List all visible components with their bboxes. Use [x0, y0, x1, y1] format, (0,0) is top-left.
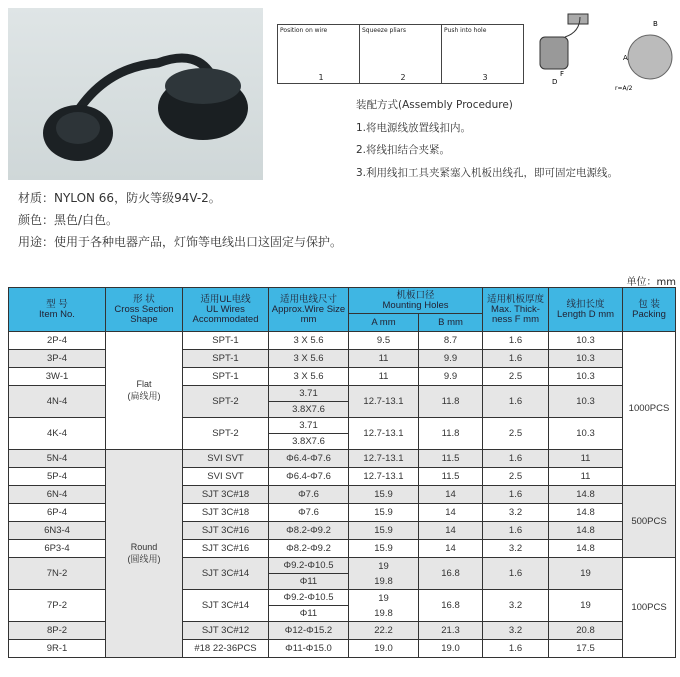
hole-b: 8.7 [419, 332, 483, 350]
step3-number: 3 [482, 73, 488, 82]
thickness: 1.6 [483, 486, 549, 504]
ul-wire: #18 22-36PCS [183, 640, 269, 658]
product-photo [8, 8, 263, 180]
hole-b: 14 [419, 504, 483, 522]
table-row [9, 450, 676, 468]
length: 17.5 [549, 640, 623, 658]
hole-a: 12.7-13.1 [363, 428, 404, 439]
wire-size-cell [269, 486, 349, 504]
length: 10.3 [549, 418, 623, 450]
wire-size: Φ9.2-Φ10.5 [283, 560, 334, 571]
thickness: 3.2 [483, 622, 549, 640]
wire-size-cell [269, 558, 349, 590]
wire-size: 3.71 [299, 420, 318, 431]
hole-b: 16.8 [419, 558, 483, 590]
ul-wire: SJT 3C#14 [183, 590, 269, 622]
packing-cell: 100PCS [623, 558, 676, 658]
hole-a: 15.9 [374, 543, 393, 554]
wire-size-cell [269, 622, 349, 640]
length: 10.3 [549, 350, 623, 368]
hole-b: 9.9 [419, 350, 483, 368]
hole-b: 16.8 [419, 590, 483, 622]
length: 11 [549, 450, 623, 468]
item-no: 7N-2 [9, 558, 106, 590]
hole-b: 19.0 [419, 640, 483, 658]
wire-size-cell [269, 332, 349, 350]
hole-a: 19.8 [374, 607, 393, 619]
hole-a: 12.7-13.1 [363, 471, 404, 482]
wire-size-cell [269, 590, 349, 622]
ul-wire: SJT 3C#18 [183, 504, 269, 522]
wire-size: Φ6.4-Φ7.6 [286, 471, 331, 482]
header-shape: 形 状 Cross Section Shape [106, 288, 183, 332]
ul-wire: SPT-1 [183, 368, 269, 386]
hole-b: 14 [419, 522, 483, 540]
hole-a-cell [349, 558, 419, 590]
hole-a: 15.9 [374, 507, 393, 518]
ul-wire: SPT-1 [183, 332, 269, 350]
wire-size: Φ8.2-Φ9.2 [286, 525, 331, 536]
assembly-step: 3.利用线扣工具夹紧塞入机板出线孔，即可固定电源线。 [356, 166, 619, 179]
header-ul: 适用UL电线 UL Wires Accommodated [183, 288, 269, 332]
thickness: 1.6 [483, 386, 549, 418]
hole-a: 19 [378, 592, 389, 604]
ul-wire: SVI SVT [183, 450, 269, 468]
wire-size: 3 X 5.6 [293, 335, 324, 346]
wire-size: Φ11 [269, 605, 348, 621]
wire-size-cell [269, 504, 349, 522]
table-row [9, 332, 676, 350]
hole-b: 11.5 [419, 450, 483, 468]
hole-a: 11 [378, 371, 389, 382]
wire-size: Φ9.2-Φ10.5 [283, 592, 334, 603]
header-wire: 适用电线尺寸 Approx.Wire Size mm [269, 288, 349, 332]
ul-wire: SVI SVT [183, 468, 269, 486]
hole-b: 11.8 [419, 386, 483, 418]
thickness: 2.5 [483, 468, 549, 486]
ul-wire: SPT-2 [183, 386, 269, 418]
thickness: 3.2 [483, 540, 549, 558]
hole-a: 15.9 [374, 525, 393, 536]
color-text: 颜色：黑色/白色。 [18, 213, 119, 227]
hole-a: 19.8 [374, 575, 393, 587]
hole-a-cell [349, 450, 419, 468]
hole-a-cell [349, 486, 419, 504]
step1-number: 1 [318, 73, 324, 82]
step2-label: Squeeze pliars [362, 27, 406, 34]
wire-size: Φ7.6 [298, 507, 319, 518]
item-no: 5N-4 [9, 450, 106, 468]
item-no: 9R-1 [9, 640, 106, 658]
header-length: 线扣长度 Length D mm [549, 288, 623, 332]
hole-a: 12.7-13.1 [363, 453, 404, 464]
length: 14.8 [549, 540, 623, 558]
assembly-step: 1.将电源线放置线扣内。 [356, 121, 472, 134]
item-no: 6N3-4 [9, 522, 106, 540]
wire-size: Φ11-Φ15.0 [285, 643, 332, 654]
hole-a: 19.0 [374, 643, 393, 654]
thickness: 2.5 [483, 418, 549, 450]
wire-size: Φ6.4-Φ7.6 [286, 453, 331, 464]
spec-table [8, 287, 676, 658]
usage-text: 用途：使用于各种电器产品，灯饰等电线出口这固定与保护。 [18, 235, 343, 249]
thickness: 2.5 [483, 368, 549, 386]
dim-b: B [653, 20, 658, 28]
wire-size-cell [269, 640, 349, 658]
dim-d: D [552, 78, 558, 86]
length: 19 [549, 558, 623, 590]
hole-b: 14 [419, 486, 483, 504]
length: 19 [549, 590, 623, 622]
header-a: A mm [349, 314, 419, 332]
wire-size-cell [269, 350, 349, 368]
ul-wire: SJT 3C#16 [183, 522, 269, 540]
length: 10.3 [549, 368, 623, 386]
wire-size: Φ11 [269, 573, 348, 589]
length: 20.8 [549, 622, 623, 640]
item-no: 6N-4 [9, 486, 106, 504]
length: 10.3 [549, 386, 623, 418]
shape-cell: Flat (扁线用) [106, 332, 183, 450]
material-text: 材质：NYLON 66，防火等级94V-2。 [18, 191, 221, 205]
wire-size: 3 X 5.6 [293, 353, 324, 364]
item-no: 4K-4 [9, 418, 106, 450]
hole-b: 21.3 [419, 622, 483, 640]
hole-a-cell [349, 504, 419, 522]
cable-grommet-image [8, 8, 263, 180]
item-no: 3W-1 [9, 368, 106, 386]
hole-a-cell [349, 418, 419, 450]
thickness: 1.6 [483, 332, 549, 350]
shape-cell: Round (圆线用) [106, 450, 183, 658]
wire-size-cell [269, 418, 349, 450]
hole-a: 15.9 [374, 489, 393, 500]
thickness: 1.6 [483, 350, 549, 368]
item-no: 7P-2 [9, 590, 106, 622]
wire-size: Φ8.2-Φ9.2 [286, 543, 331, 554]
assembly-steps-diagram [277, 24, 524, 84]
assembly-title: 装配方式(Assembly Procedure) [356, 99, 513, 111]
hole-a-cell [349, 332, 419, 350]
wire-size-cell [269, 522, 349, 540]
ul-wire: SJT 3C#12 [183, 622, 269, 640]
item-no: 4N-4 [9, 386, 106, 418]
length: 11 [549, 468, 623, 486]
hole-a-cell [349, 540, 419, 558]
hole-a: 12.7-13.1 [363, 396, 404, 407]
item-no: 2P-4 [9, 332, 106, 350]
item-no: 3P-4 [9, 350, 106, 368]
hole-a-cell [349, 368, 419, 386]
hole-b: 11.5 [419, 468, 483, 486]
thickness: 1.6 [483, 522, 549, 540]
step1-label: Position on wire [280, 27, 328, 34]
hole-a-cell [349, 350, 419, 368]
item-no: 8P-2 [9, 622, 106, 640]
dimension-drawing [530, 12, 680, 92]
ul-wire: SPT-1 [183, 350, 269, 368]
hole-a: 9.5 [376, 335, 391, 346]
packing-cell: 500PCS [623, 486, 676, 558]
length: 14.8 [549, 486, 623, 504]
step3-label: Push into hole [444, 27, 487, 34]
thickness: 3.2 [483, 590, 549, 622]
hole-b: 9.9 [419, 368, 483, 386]
item-no: 6P-4 [9, 504, 106, 522]
header-b: B mm [419, 314, 483, 332]
wire-size-cell [269, 450, 349, 468]
header-packing: 包 装 Packing [623, 288, 676, 332]
assembly-step: 2.将线扣结合夹紧。 [356, 144, 451, 156]
wire-size: 3.71 [299, 388, 318, 399]
hole-a-cell [349, 622, 419, 640]
thickness: 3.2 [483, 504, 549, 522]
length: 14.8 [549, 504, 623, 522]
wire-size-cell [269, 386, 349, 418]
dim-r: r=A/2 [615, 85, 633, 92]
unit-label: 单位：mm [626, 277, 676, 288]
hole-b: 11.8 [419, 418, 483, 450]
item-no: 6P3-4 [9, 540, 106, 558]
ul-wire: SPT-2 [183, 418, 269, 450]
spec-list [18, 187, 342, 253]
hole-a-cell [349, 590, 419, 622]
hole-a-cell [349, 522, 419, 540]
item-no: 5P-4 [9, 468, 106, 486]
hole-a-cell [349, 468, 419, 486]
step2-number: 2 [400, 73, 406, 82]
hole-a: 11 [378, 353, 389, 364]
ul-wire: SJT 3C#18 [183, 486, 269, 504]
wire-size: 3 X 5.6 [293, 371, 324, 382]
hole-a: 19 [378, 560, 389, 572]
wire-size-cell [269, 368, 349, 386]
ul-wire: SJT 3C#16 [183, 540, 269, 558]
dim-f: F [560, 70, 565, 78]
length: 10.3 [549, 332, 623, 350]
hole-b: 14 [419, 540, 483, 558]
length: 14.8 [549, 522, 623, 540]
wire-size-cell [269, 540, 349, 558]
wire-size: Φ7.6 [298, 489, 319, 500]
ul-wire: SJT 3C#14 [183, 558, 269, 590]
assembly-procedure [356, 100, 618, 190]
hole-a-cell [349, 386, 419, 418]
thickness: 1.6 [483, 450, 549, 468]
packing-cell: 1000PCS [623, 332, 676, 486]
header-holes: 机板口径 Mounting Holes [349, 288, 483, 314]
thickness: 1.6 [483, 558, 549, 590]
wire-size: Φ12-Φ15.2 [284, 625, 333, 636]
hole-a: 22.2 [374, 625, 393, 636]
hole-a-cell [349, 640, 419, 658]
wire-size: 3.8X7.6 [269, 433, 348, 449]
header-thickness: 适用机板厚度 Max. Thick-ness F mm [483, 288, 549, 332]
dim-a: A [623, 54, 628, 62]
wire-size: 3.8X7.6 [269, 401, 348, 417]
thickness: 1.6 [483, 640, 549, 658]
wire-size-cell [269, 468, 349, 486]
header-item: 型 号 Item No. [9, 288, 106, 332]
